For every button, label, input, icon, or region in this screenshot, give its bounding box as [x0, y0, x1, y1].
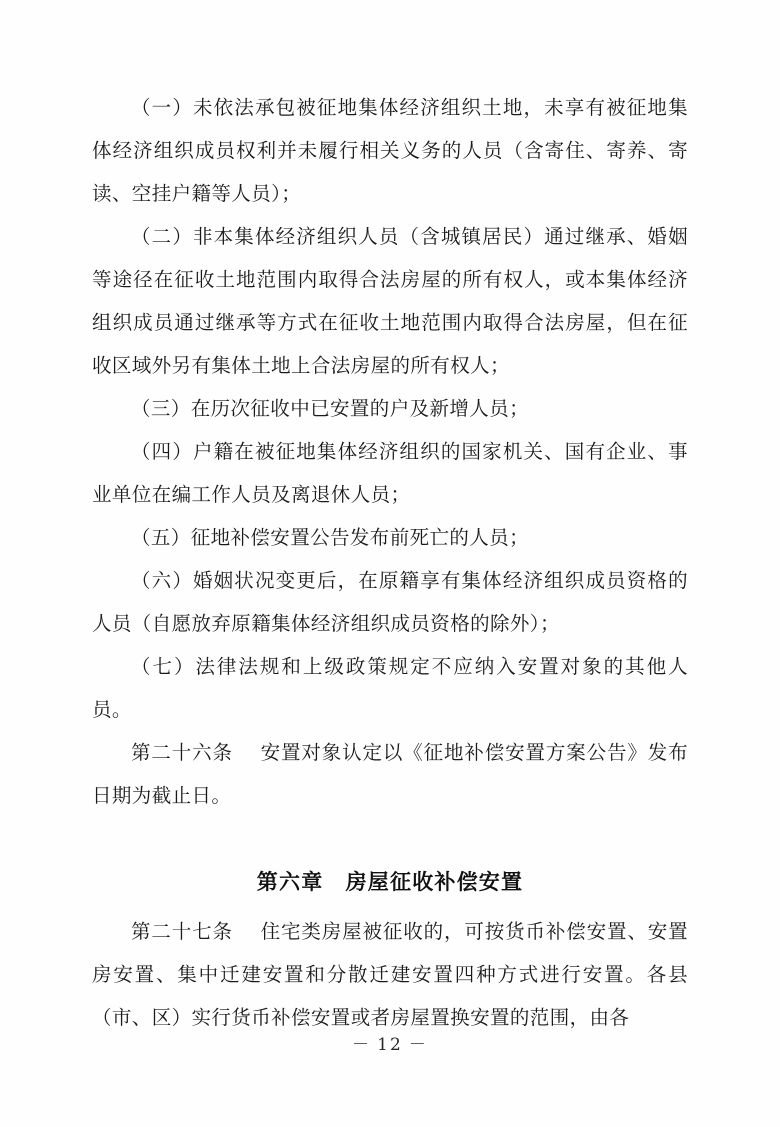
- page-number-dash-right: －: [408, 1035, 428, 1055]
- page-number-value: 12: [377, 1035, 403, 1055]
- paragraph-item-2: （二）非本集体经济组织人员（含城镇居民）通过继承、婚姻等途径在征收土地范围内取得合法房屋的所有权人，或本集体经济组织成员通过继承等方式在征收土地范围内取得合法房屋，但在征收区域外另有集体土地上合法房屋的所有权人；: [92, 225, 688, 377]
- article-26-paragraph: [92, 731, 688, 817]
- paragraph-item-3: （三）在历次征收中已安置的户及新增人员；: [131, 397, 530, 420]
- heading-spacer: [92, 817, 688, 831]
- article-27-paragraph: [92, 910, 688, 1039]
- paragraph-item-4: （四）户籍在被征地集体经济组织的国家机关、国有企业、事业单位在编工作人员及离退休人员；: [92, 440, 688, 506]
- chapter-heading: 第六章 房屋征收补偿安置: [256, 870, 524, 894]
- page-number-dash-left: －: [352, 1035, 372, 1055]
- paragraph-item-1: （一）未依法承包被征地集体经济组织土地，未享有被征地集体经济组织成员权利并未履行相关义务的人员（含寄住、寄养、寄读、空挂户籍等人员）；: [92, 96, 688, 205]
- article-26-text: 安置对象认定以《征地补偿安置方案公告》发布日期为截止日。: [92, 741, 688, 807]
- page-number: [0, 1030, 780, 1055]
- document-body: [92, 86, 688, 1039]
- paragraph-item-5: （五）征地补偿安置公告发布前死亡的人员；: [131, 526, 530, 549]
- paragraph-item-7: （七）法律法规和上级政策规定不应纳入安置对象的其他人员。: [92, 655, 688, 721]
- paragraph-item-6: （六）婚姻状况变更后，在原籍享有集体经济组织成员资格的人员（自愿放弃原籍集体经济组织成员资格的除外）；: [92, 569, 688, 635]
- article-27-text: 住宅类房屋被征收的，可按货币补偿安置、安置房安置、集中迁建安置和分散迁建安置四种方式进行安置。各县（市、区）实行货币补偿安置或者房屋置换安置的范围，由各: [92, 920, 688, 1029]
- article-27-label: 第二十七条: [131, 920, 233, 943]
- article-26-label: 第二十六条: [131, 741, 233, 764]
